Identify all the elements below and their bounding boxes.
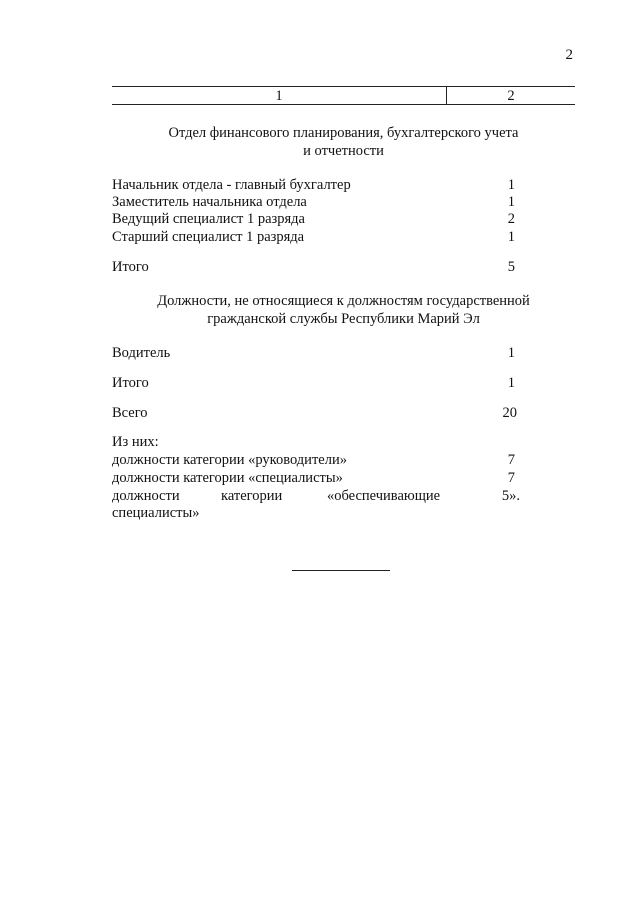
section2-total-value: 1: [507, 375, 515, 391]
table-header-col2: 2: [507, 88, 515, 104]
breakdown-last-value: 5».: [501, 488, 520, 504]
section1-row-value: 2: [507, 211, 515, 227]
breakdown-last-word1: должности: [112, 488, 180, 504]
section1-total-value: 5: [507, 259, 515, 275]
grand-total-value: 20: [502, 405, 517, 421]
section1-row-label: Ведущий специалист 1 разряда: [112, 211, 305, 227]
page-number: 2: [565, 47, 573, 63]
section2-title-line2: гражданской службы Республики Марий Эл: [207, 311, 480, 327]
breakdown-row-value: 7: [507, 470, 515, 486]
breakdown-intro: Из них:: [112, 434, 159, 450]
breakdown-last-word2: категории: [221, 488, 283, 504]
section2-title-line1: Должности, не относящиеся к должностям государственной: [157, 293, 530, 309]
section1-row-value: 1: [507, 194, 515, 210]
grand-total-label: Всего: [112, 405, 148, 421]
table-header-top-rule: [112, 86, 575, 87]
section2-row-label: Водитель: [112, 345, 171, 361]
section2-row-value: 1: [507, 345, 515, 361]
section1-total-label: Итого: [112, 259, 149, 275]
table-header-col1: 1: [275, 88, 283, 104]
section1-row-value: 1: [507, 177, 515, 193]
breakdown-row-label: должности категории «специалисты»: [112, 470, 343, 486]
section1-row-label: Заместитель начальника отдела: [112, 194, 307, 210]
closing-rule: [292, 570, 390, 571]
breakdown-last-word3: «обеспечивающие: [327, 488, 441, 504]
section1-title-line1: Отдел финансового планирования, бухгалтерского учета: [168, 125, 519, 141]
breakdown-last-continuation: специалисты»: [112, 505, 200, 521]
section1-title-line2: и отчетности: [303, 143, 384, 159]
section1-row-label: Старший специалист 1 разряда: [112, 229, 305, 245]
section1-row-label: Начальник отдела - главный бухгалтер: [112, 177, 351, 193]
breakdown-row-value: 7: [507, 452, 515, 468]
breakdown-row-label: должности категории «руководители»: [112, 452, 347, 468]
section2-total-label: Итого: [112, 375, 149, 391]
section1-row-value: 1: [507, 229, 515, 245]
